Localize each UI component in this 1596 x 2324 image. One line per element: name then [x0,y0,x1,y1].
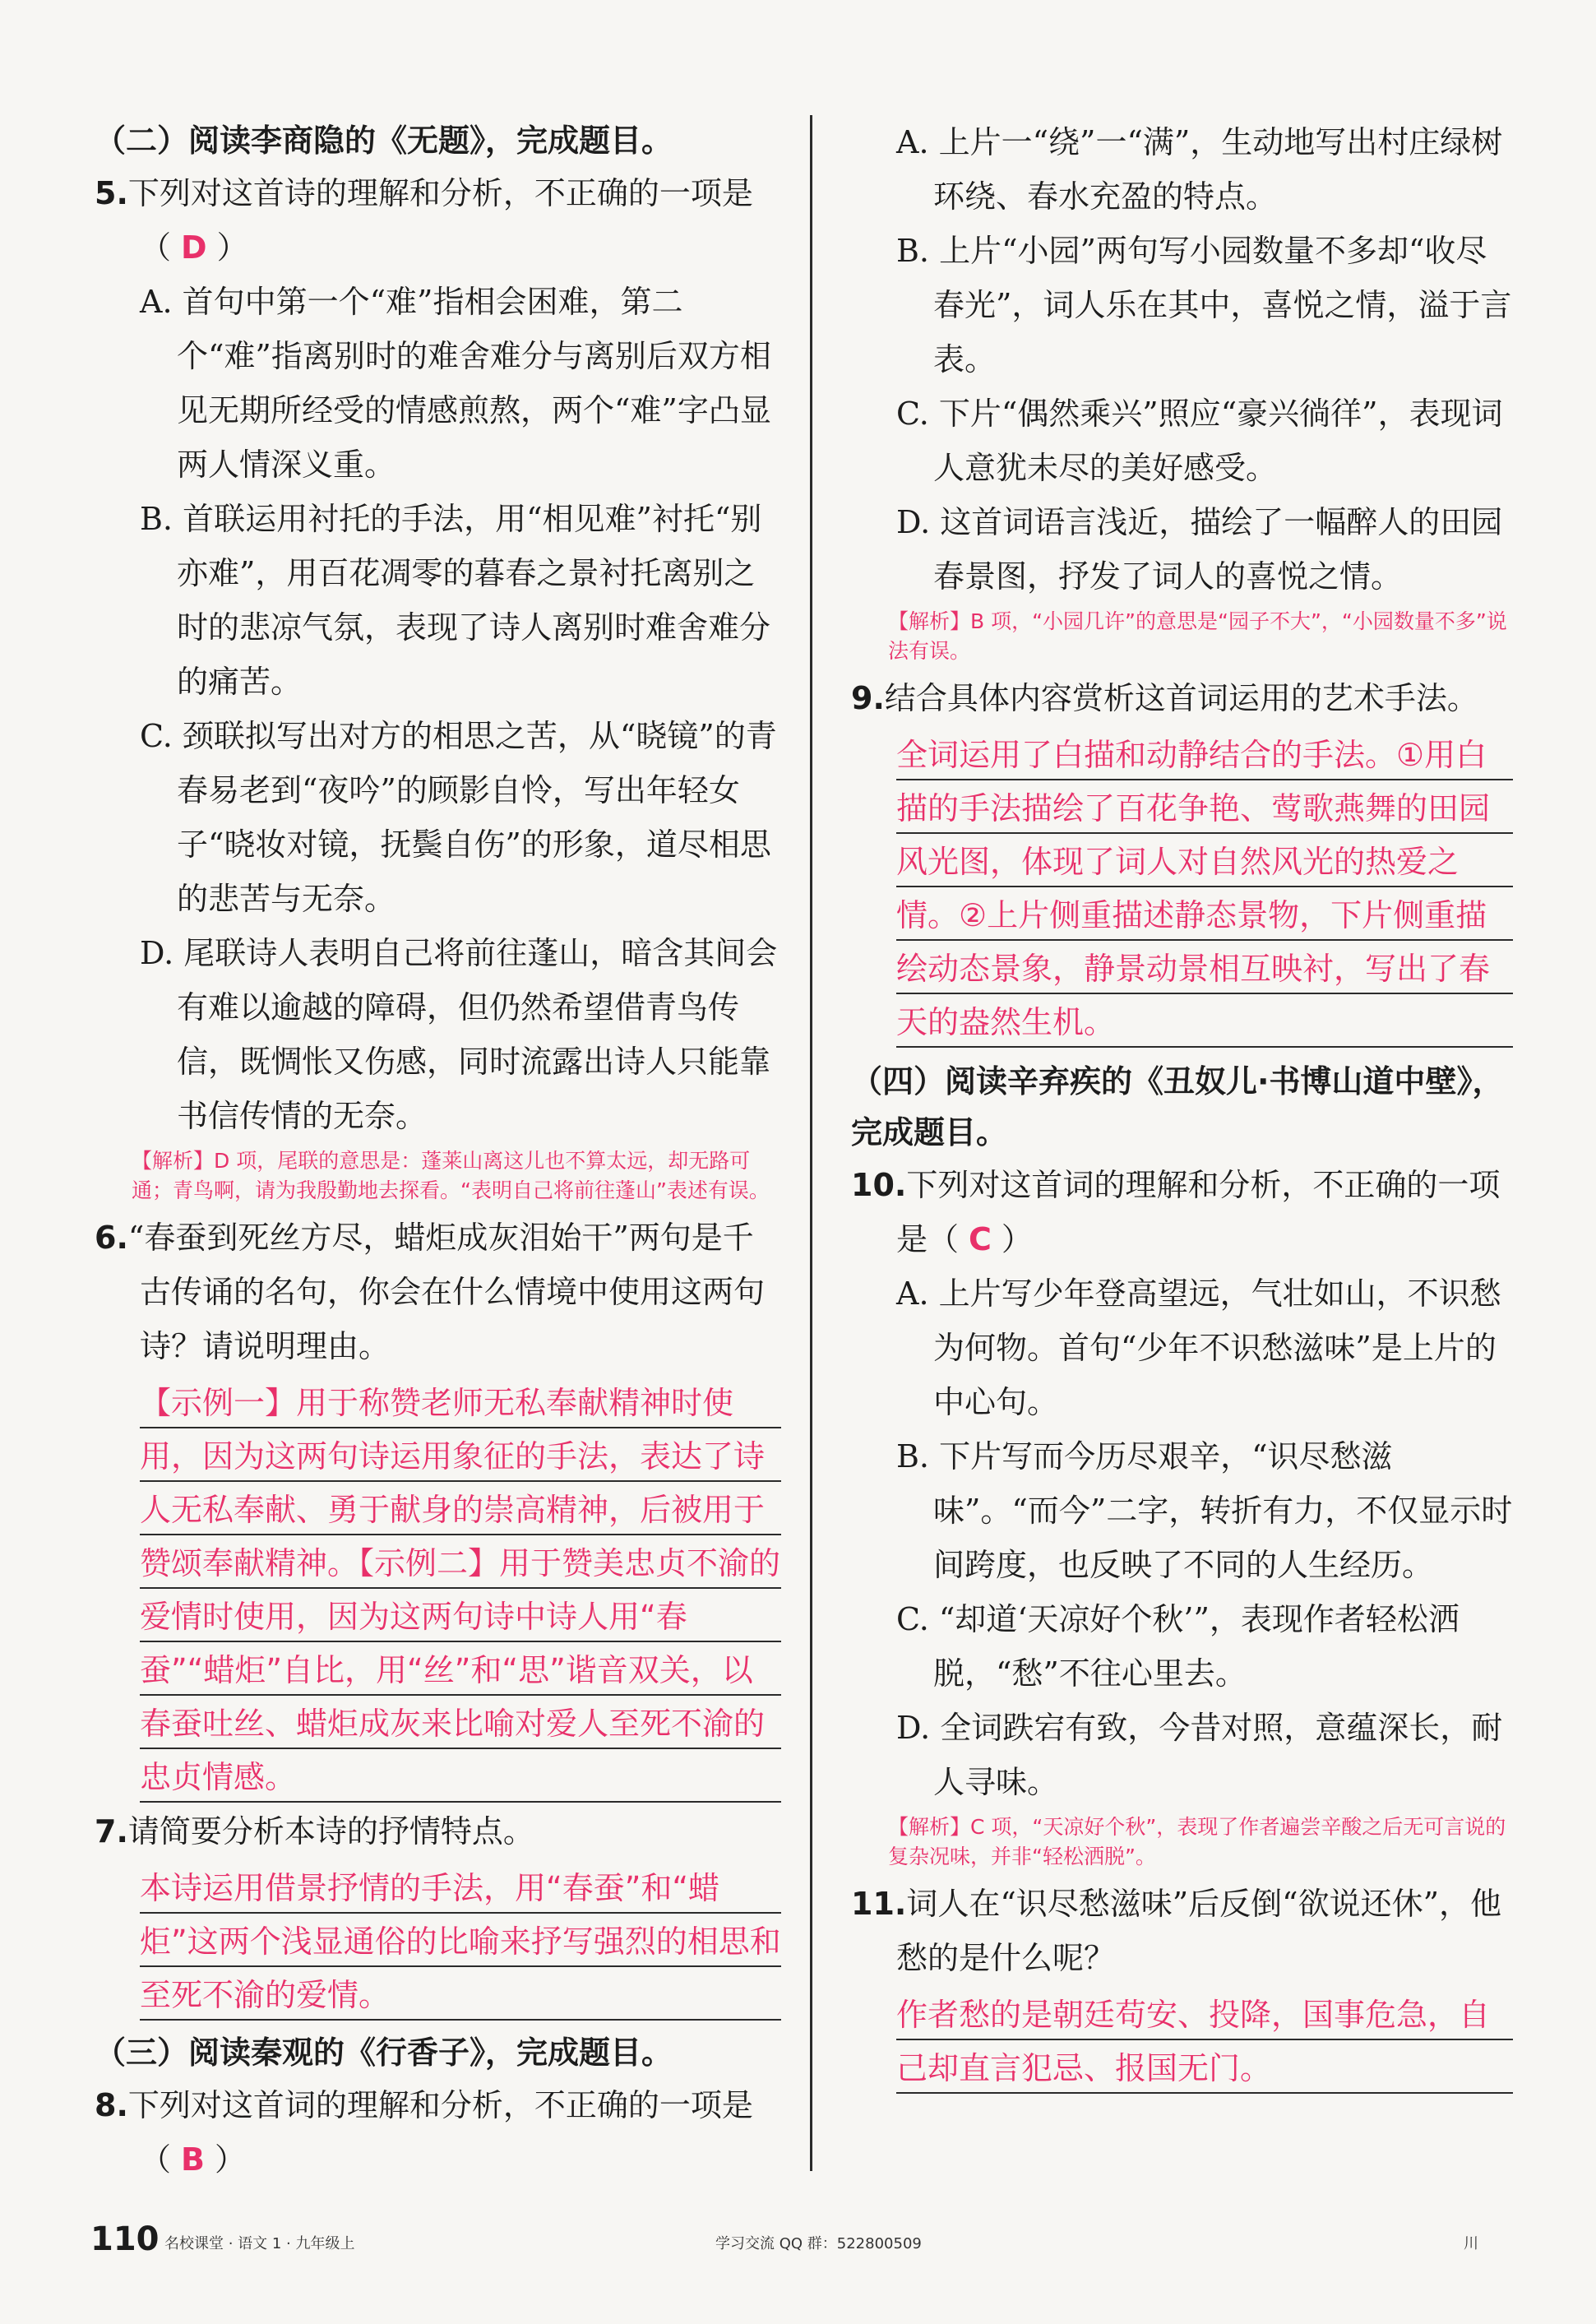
answer-block: 【示例一】用于称赞老师无私奉献精神时使用，因为这两句诗运用象征的手法，表达了诗人无私奉献、勇于献身的崇高精神，后被用于赞颂奉献精神。【示例二】用于赞美忠贞不渝的爱情时使用，因为这两句诗中诗人用“春蚕”“蜡炬”自比，用“丝”和“思”谐音双关，以春蚕吐丝、蜡炬成灰来比喻对爱人至死不渝的忠贞情感。 [140,1377,781,1804]
option-a: A. 上片写少年登高望远，气壮如山，不识愁为何物。首句“少年不识愁滋味”是上片的中心句。 [896,1275,1501,1420]
qq-group: 学习交流 QQ 群：522800509 [715,2235,922,2252]
right-column [851,115,1513,2095]
option-b: B. 上片“小园”两句写小园数量不多却“收尽春光”，词人乐在其中，喜悦之情，溢于言表。 [896,233,1512,377]
question-6-stem [95,1211,781,1373]
page-number: 110 [90,2220,160,2258]
question-number: 9. [851,680,885,716]
question-9-stem [851,671,1513,725]
section-4-heading: （四）阅读辛弃疾的《丑奴儿·书博山道中壁》，完成题目。 [851,1063,1504,1150]
answer-block: 作者愁的是朝廷苟安、投降，国事危急，自己却直言犯忌、报国无门。 [896,1988,1513,2095]
bracket-close: ） [214,2141,246,2178]
question-11-stem [851,1877,1513,1985]
question-number: 6. [95,1220,128,1256]
option-c: C. 颈联拟写出对方的相思之苦，从“晓镜”的青春易老到“夜吟”的顾影自怜，写出年轻女子“晓妆对镜，抚鬓自伤”的形象，道尽相思的悲苦与无奈。 [140,718,777,917]
question-number: 7. [95,1813,128,1849]
bracket-close: ） [216,229,248,266]
answer-block: 全词运用了白描和动静结合的手法。①用白描的手法描绘了百花争艳、莺歌燕舞的田园风光图，体现了词人对自然风光的热爱之情。②上片侧重描述静态景物，下片侧重描绘动态景象，静景动景相互映衬，写出了春天的盎然生机。 [896,729,1513,1049]
left-column [95,115,781,2187]
question-10-stem [851,1158,1513,1266]
option-a: A. 上片一“绕”一“满”，生动地写出村庄绿树环绕、春水充盈的特点。 [896,124,1503,215]
page-footer [0,2220,1596,2270]
question-number: 10. [851,1167,907,1203]
question-text: 下列对这首诗的理解和分析，不正确的一项是（ [127,175,753,266]
question-text: 下列对这首词的理解和分析，不正确的一项是（ [896,1167,1501,1257]
option-c: C. “却道‘天凉好个秋’”，表现作者轻松洒脱，“愁”不往心里去。 [896,1601,1460,1692]
question-number: 5. [95,175,128,211]
option-a: A. 首句中第一个“难”指相会困难，第二个“难”指离别时的难舍难分与离别后双方相见无期所经受的情感煎熬，两个“难”字凸显两人情深义重。 [140,284,771,483]
option-c: C. 下片“偶然乘兴”照应“豪兴徜徉”，表现词人意犹未尽的美好感受。 [896,396,1503,486]
bracket-close: ） [1001,1221,1033,1257]
question-text: 结合具体内容赏析这首词运用的艺术手法。 [884,680,1478,716]
question-number: 8. [95,2087,128,2123]
question-8-stem [95,2078,781,2187]
question-number: 11. [851,1886,907,1922]
answer-block: 本诗运用借景抒情的手法，用“春蚕”和“蜡炬”这两个浅显通俗的比喻来抒写强烈的相思和至死不渝的爱情。 [140,1862,781,2022]
answer-choice: C [969,1221,992,1257]
option-b: B. 首联运用衬托的手法，用“相见难”衬托“别亦难”，用百花凋零的暮春之景衬托离别之时的悲凉气氛，表现了诗人离别时难舍难分的痛苦。 [140,501,771,700]
analysis-note: 【解析】B 项，“小园几许”的意思是“园子不大”，“小园数量不多”说法有误。 [888,609,1507,663]
option-d: D. 这首词语言浅近，描绘了一幅醉人的田园春景图，抒发了词人的喜悦之情。 [896,504,1503,595]
question-text: 词人在“识尽愁滋味”后反倒“欲说还休”，他愁的是什么呢？ [896,1886,1502,1976]
option-d: D. 尾联诗人表明自己将前往蓬山，暗含其间会有难以逾越的障碍，但仍然希望借青鸟传信，既惆怅又伤感，同时流露出诗人只能靠书信传情的无奈。 [140,935,778,1134]
section-3-heading: （三）阅读秦观的《行香子》，完成题目。 [95,2035,673,2071]
question-5-stem [95,166,781,275]
question-text: 请简要分析本诗的抒情特点。 [127,1813,534,1849]
answer-choice: D [181,229,207,266]
answer-choice: B [181,2141,205,2178]
question-text: 下列对这首词的理解和分析，不正确的一项是（ [127,2087,753,2178]
column-divider [810,115,812,2171]
option-d: D. 全词跌宕有致，今昔对照，意蕴深长，耐人寻味。 [896,1710,1503,1800]
analysis-note: 【解析】C 项，“天凉好个秋”，表现了作者遍尝辛酸之后无可言说的复杂况味，并非“轻松洒脱”。 [888,1815,1506,1868]
edition-mark: 川 [1464,2235,1478,2252]
section-2-heading: （二）阅读李商隐的《无题》，完成题目。 [95,123,673,159]
option-b: B. 下片写而今历尽艰辛，“识尽愁滋味”。“而今”二字，转折有力，不仅显示时间跨度，也反映了不同的人生经历。 [896,1438,1513,1583]
analysis-note: 【解析】D 项，尾联的意思是：蓬莱山离这儿也不算太远，却无路可通；青鸟啊，请为我殷勤地去探看。“表明自己将前往蓬山”表述有误。 [132,1149,770,1202]
question-7-stem [95,1804,781,1859]
question-text: “春蚕到死丝方尽，蜡炬成灰泪始干”两句是千古传诵的名句，你会在什么情境中使用这两句诗？请说明理由。 [127,1220,766,1364]
book-title: 名校课堂 · 语文 1 · 九年级上 [164,2235,355,2252]
